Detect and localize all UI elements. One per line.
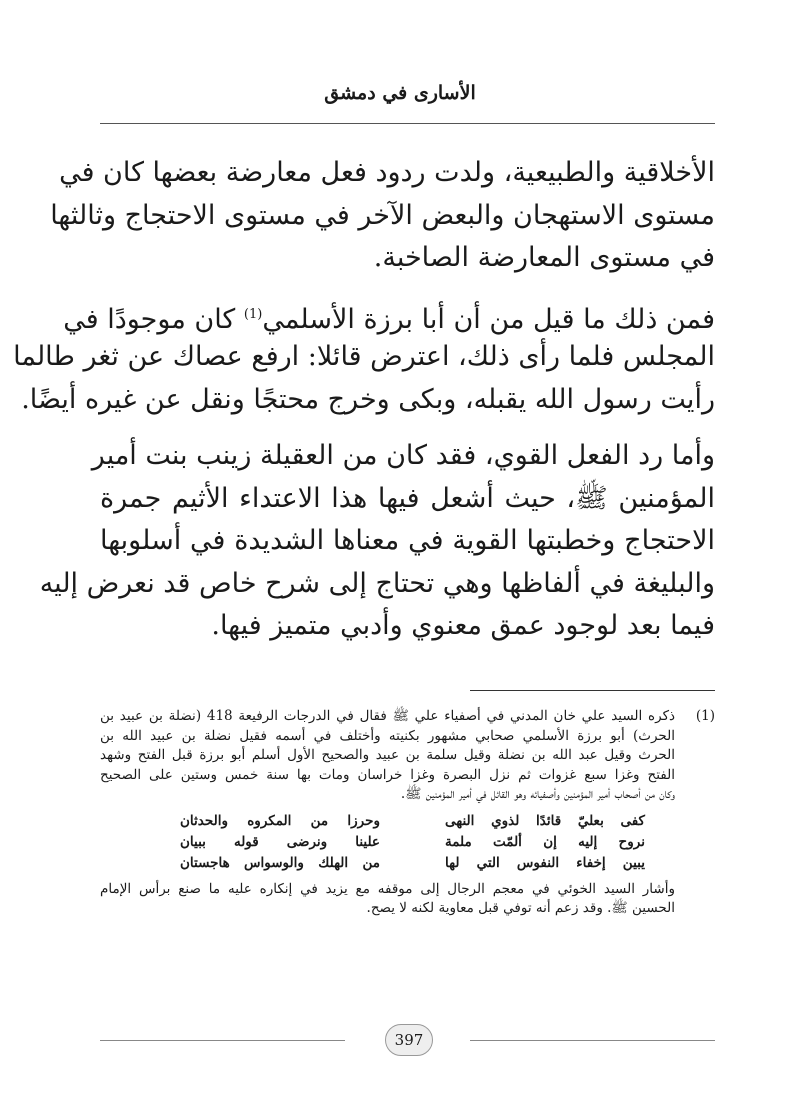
text-line: فيما بعد لوجود عمق معنوي وأدبي متميز فيها. (211, 610, 715, 641)
hemistich: علينا ونرضى قوله ببيان (180, 833, 380, 850)
main-text (13, 152, 715, 648)
text-fragment: فمن ذلك ما قيل من أن أبا برزة الأسلمي (262, 303, 715, 335)
footnote-rule (470, 690, 715, 691)
text-line: الاحتجاج وخطبتها القوية في معناها الشديدة في أسلوبها (100, 525, 715, 556)
hemistich: نروح إليه إن ألمّت ملمة (445, 833, 645, 850)
text-line: وأما رد الفعل القوي، فقد كان من العقيلة زينب بنت أمير (91, 440, 715, 471)
hemistich: كفى بعليّ قائدًا لذوي النهى (445, 812, 645, 829)
footnote-line: الحرث) أبو برزة الأسلمي صحابي مشهور بكنيته وأختلف في أسمه فقيل نضلة بن عبيد الله بن (100, 727, 675, 744)
footnote-line (100, 707, 715, 727)
pager-rule-left (100, 1040, 345, 1041)
pager-rule-right (470, 1040, 715, 1041)
footnote-number: (1) (695, 708, 715, 724)
verse (100, 832, 645, 853)
text-line: المجلس فلما رأى ذلك، اعترض قائلا: ارفع عصاك عن ثغر طالما (13, 341, 715, 372)
poem (100, 811, 715, 874)
text-line (63, 294, 715, 337)
text-line: في مستوى المعارضة الصاخبة. (373, 242, 715, 273)
page-number-bar (100, 1024, 715, 1056)
text-line: والبليغة في ألفاظها وهي تحتاج إلى شرح خاص قد نعرض إليه (39, 567, 715, 599)
hemistich: يبين إخفاء النفوس التي لها (445, 854, 645, 871)
footnote (100, 707, 715, 919)
footnote-line: وكان من أصحاب أمير المؤمنين وأصفيائه وهو القائل في أمير المؤمنين ﷺ. (400, 786, 675, 802)
footnote-text: ذكره السيد علي خان المدني في أصفياء علي ﷺ فقال في الدرجات الرفيعة 418 (نضلة بن عبيد بن (100, 708, 676, 724)
text-line: المؤمنين ﷺ، حيث أشعل فيها هذا الاعتداء الأثيم جمرة (100, 482, 715, 514)
text-line: رأيت رسول الله يقبله، وبكى وخرج محتجًا ونقل عن غيره أيضًا. (21, 383, 715, 415)
verse (100, 853, 645, 874)
page-number: 397 (385, 1024, 433, 1056)
footnote-line: الفتح وغزا سبع غزوات ثم نزل البصرة وغزا خراسان ومات بها سنة خمس وستين على الصحيح (100, 766, 675, 783)
hemistich: من الهلك والوسواس هاجستان (180, 854, 380, 871)
footnote-line: الحسين ﷺ. وقد زعم أنه توفي قبل معاوية لكنه لا يصح. (366, 900, 675, 916)
hemistich: وحرزا من المكروه والحدثان (180, 812, 380, 829)
verse (100, 811, 645, 832)
text-fragment: كان موجودًا في (63, 303, 244, 335)
footnote-line: الحرث وقيل عبد الله بن نضلة وقيل سلمة بن عبيد والصحيح الأول أسلم أبو برزة قبل الفتح وشهد (100, 747, 675, 763)
text-line: مستوى الاستهجان والبعض الآخر في مستوى الاحتجاج وثالثها (50, 199, 715, 231)
header-rule (100, 123, 715, 124)
running-header: الأسارى في دمشق (324, 82, 476, 104)
footnote-ref[interactable]: (1) (243, 306, 263, 322)
text-line: الأخلاقية والطبيعية، ولدت ردود فعل معارضة بعضها كان في (59, 157, 715, 188)
footnote-line: وأشار السيد الخوئي في معجم الرجال إلى موقفه مع يزيد في إنكاره عليه ما صنع برأس الإمام (100, 880, 675, 897)
